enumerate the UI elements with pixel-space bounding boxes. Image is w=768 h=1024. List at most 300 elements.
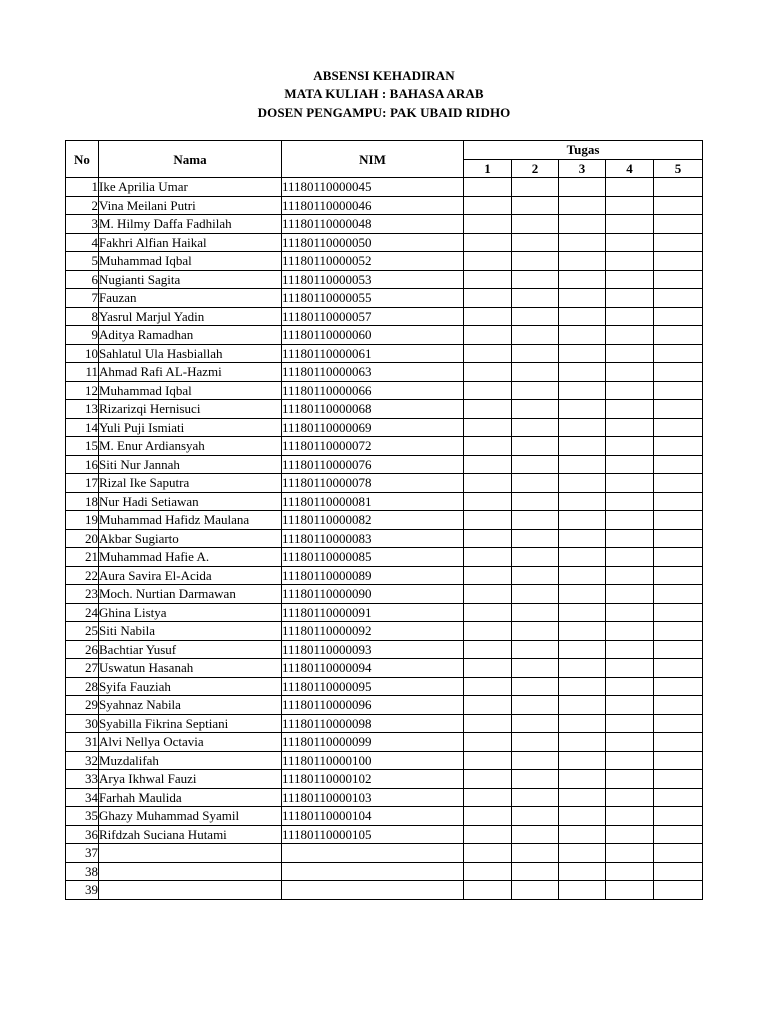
student-nim: 11180110000078 — [282, 474, 464, 493]
tugas-cell-4 — [606, 344, 654, 363]
tugas-cell-2 — [512, 326, 559, 345]
tugas-cell-1 — [464, 252, 512, 271]
student-name: Fauzan — [99, 289, 282, 308]
student-nim: 11180110000092 — [282, 622, 464, 641]
tugas-cell-1 — [464, 437, 512, 456]
tugas-cell-3 — [559, 862, 606, 881]
student-nim: 11180110000102 — [282, 770, 464, 789]
tugas-cell-2 — [512, 548, 559, 567]
student-name: Ghina Listya — [99, 603, 282, 622]
student-nim — [282, 881, 464, 900]
table-row — [66, 585, 703, 604]
tugas-cell-4 — [606, 714, 654, 733]
student-nim: 11180110000060 — [282, 326, 464, 345]
table-row — [66, 714, 703, 733]
tugas-cell-3 — [559, 844, 606, 863]
tugas-cell-4 — [606, 659, 654, 678]
row-number: 27 — [66, 659, 99, 678]
student-nim: 11180110000053 — [282, 270, 464, 289]
student-nim: 11180110000063 — [282, 363, 464, 382]
course-name: MATA KULIAH : BAHASA ARAB — [284, 86, 484, 101]
tugas-cell-3 — [559, 363, 606, 382]
row-number: 6 — [66, 270, 99, 289]
tugas-cell-5 — [654, 326, 703, 345]
tugas-cell-4 — [606, 825, 654, 844]
table-row — [66, 603, 703, 622]
tugas-cell-2 — [512, 622, 559, 641]
student-name: M. Hilmy Daffa Fadhilah — [99, 215, 282, 234]
tugas-cell-3 — [559, 289, 606, 308]
tugas-cell-5 — [654, 511, 703, 530]
document-title: ABSENSI KEHADIRAN — [313, 68, 455, 83]
attendance-table — [65, 140, 703, 900]
tugas-cell-4 — [606, 437, 654, 456]
table-row — [66, 751, 703, 770]
row-number: 22 — [66, 566, 99, 585]
tugas-cell-4 — [606, 178, 654, 197]
student-name — [99, 881, 282, 900]
row-number: 11 — [66, 363, 99, 382]
tugas-cell-4 — [606, 733, 654, 752]
tugas-cell-2 — [512, 566, 559, 585]
tugas-cell-5 — [654, 881, 703, 900]
student-nim: 11180110000090 — [282, 585, 464, 604]
table-row — [66, 344, 703, 363]
student-name: Syabilla Fikrina Septiani — [99, 714, 282, 733]
student-name: Syahnaz Nabila — [99, 696, 282, 715]
tugas-cell-4 — [606, 770, 654, 789]
table-row — [66, 770, 703, 789]
tugas-cell-2 — [512, 677, 559, 696]
row-number: 2 — [66, 196, 99, 215]
student-name: Rifdzah Suciana Hutami — [99, 825, 282, 844]
tugas-cell-4 — [606, 474, 654, 493]
tugas-cell-4 — [606, 455, 654, 474]
student-name: Yuli Puji Ismiati — [99, 418, 282, 437]
student-nim: 11180110000055 — [282, 289, 464, 308]
tugas-cell-1 — [464, 566, 512, 585]
tugas-cell-2 — [512, 529, 559, 548]
student-name: Syifa Fauziah — [99, 677, 282, 696]
tugas-cell-1 — [464, 233, 512, 252]
tugas-cell-3 — [559, 418, 606, 437]
lecturer-name: DOSEN PENGAMPU: PAK UBAID RIDHO — [257, 105, 511, 120]
student-name — [99, 862, 282, 881]
tugas-cell-5 — [654, 270, 703, 289]
tugas-cell-5 — [654, 603, 703, 622]
tugas-cell-1 — [464, 344, 512, 363]
tugas-cell-5 — [654, 307, 703, 326]
tugas-cell-2 — [512, 751, 559, 770]
table-row — [66, 178, 703, 197]
table-row — [66, 807, 703, 826]
student-name: Farhah Maulida — [99, 788, 282, 807]
tugas-cell-2 — [512, 714, 559, 733]
tugas-cell-5 — [654, 381, 703, 400]
tugas-cell-3 — [559, 196, 606, 215]
tugas-cell-3 — [559, 733, 606, 752]
table-row — [66, 252, 703, 271]
student-name: Rizal Ike Saputra — [99, 474, 282, 493]
student-name: Yasrul Marjul Yadin — [99, 307, 282, 326]
row-number: 39 — [66, 881, 99, 900]
tugas-cell-3 — [559, 751, 606, 770]
tugas-cell-5 — [654, 751, 703, 770]
student-name: Nugianti Sagita — [99, 270, 282, 289]
table-row — [66, 844, 703, 863]
header-tugas-1: 1 — [464, 159, 512, 178]
student-name: Sahlatul Ula Hasbiallah — [99, 344, 282, 363]
header-tugas: Tugas — [464, 141, 703, 160]
tugas-cell-2 — [512, 252, 559, 271]
tugas-cell-1 — [464, 807, 512, 826]
student-name: Muhammad Iqbal — [99, 381, 282, 400]
student-name: Rizarizqi Hernisuci — [99, 400, 282, 419]
student-name: Alvi Nellya Octavia — [99, 733, 282, 752]
tugas-cell-4 — [606, 622, 654, 641]
tugas-cell-4 — [606, 252, 654, 271]
tugas-cell-1 — [464, 178, 512, 197]
tugas-cell-5 — [654, 640, 703, 659]
row-number: 16 — [66, 455, 99, 474]
tugas-cell-1 — [464, 696, 512, 715]
tugas-cell-3 — [559, 696, 606, 715]
row-number: 33 — [66, 770, 99, 789]
row-number: 13 — [66, 400, 99, 419]
tugas-cell-2 — [512, 492, 559, 511]
header-no: No — [66, 141, 99, 178]
row-number: 21 — [66, 548, 99, 567]
tugas-cell-2 — [512, 307, 559, 326]
tugas-cell-5 — [654, 566, 703, 585]
tugas-cell-1 — [464, 492, 512, 511]
row-number: 30 — [66, 714, 99, 733]
tugas-cell-2 — [512, 733, 559, 752]
tugas-cell-3 — [559, 585, 606, 604]
tugas-cell-3 — [559, 603, 606, 622]
header-nim: NIM — [282, 141, 464, 178]
row-number: 5 — [66, 252, 99, 271]
row-number: 26 — [66, 640, 99, 659]
tugas-cell-5 — [654, 770, 703, 789]
student-nim: 11180110000082 — [282, 511, 464, 530]
tugas-cell-1 — [464, 326, 512, 345]
tugas-cell-3 — [559, 788, 606, 807]
tugas-cell-4 — [606, 751, 654, 770]
tugas-cell-4 — [606, 511, 654, 530]
student-nim: 11180110000057 — [282, 307, 464, 326]
tugas-cell-5 — [654, 455, 703, 474]
student-name: Muhammad Hafidz Maulana — [99, 511, 282, 530]
row-number: 36 — [66, 825, 99, 844]
tugas-cell-5 — [654, 252, 703, 271]
tugas-cell-1 — [464, 659, 512, 678]
row-number: 7 — [66, 289, 99, 308]
student-nim: 11180110000085 — [282, 548, 464, 567]
tugas-cell-5 — [654, 529, 703, 548]
tugas-cell-2 — [512, 585, 559, 604]
student-nim: 11180110000072 — [282, 437, 464, 456]
row-number: 29 — [66, 696, 99, 715]
tugas-cell-5 — [654, 418, 703, 437]
table-row — [66, 233, 703, 252]
tugas-cell-5 — [654, 548, 703, 567]
tugas-cell-2 — [512, 881, 559, 900]
row-number: 4 — [66, 233, 99, 252]
student-nim: 11180110000068 — [282, 400, 464, 419]
tugas-cell-1 — [464, 307, 512, 326]
tugas-cell-2 — [512, 844, 559, 863]
student-name: Muhammad Hafie A. — [99, 548, 282, 567]
tugas-cell-4 — [606, 807, 654, 826]
student-name: Muhammad Iqbal — [99, 252, 282, 271]
tugas-cell-4 — [606, 307, 654, 326]
tugas-cell-5 — [654, 344, 703, 363]
tugas-cell-3 — [559, 511, 606, 530]
tugas-cell-4 — [606, 677, 654, 696]
row-number: 10 — [66, 344, 99, 363]
tugas-cell-3 — [559, 529, 606, 548]
tugas-cell-3 — [559, 659, 606, 678]
tugas-cell-4 — [606, 418, 654, 437]
student-name: Ike Aprilia Umar — [99, 178, 282, 197]
tugas-cell-4 — [606, 566, 654, 585]
table-row — [66, 307, 703, 326]
tugas-cell-2 — [512, 381, 559, 400]
row-number: 25 — [66, 622, 99, 641]
tugas-cell-1 — [464, 585, 512, 604]
header-nama: Nama — [99, 141, 282, 178]
tugas-cell-2 — [512, 178, 559, 197]
tugas-cell-1 — [464, 381, 512, 400]
table-row — [66, 492, 703, 511]
tugas-cell-3 — [559, 344, 606, 363]
student-nim: 11180110000048 — [282, 215, 464, 234]
row-number: 24 — [66, 603, 99, 622]
tugas-cell-2 — [512, 659, 559, 678]
student-nim: 11180110000089 — [282, 566, 464, 585]
student-name: Fakhri Alfian Haikal — [99, 233, 282, 252]
student-nim: 11180110000045 — [282, 178, 464, 197]
tugas-cell-2 — [512, 640, 559, 659]
student-nim: 11180110000098 — [282, 714, 464, 733]
tugas-cell-1 — [464, 862, 512, 881]
row-number: 34 — [66, 788, 99, 807]
tugas-cell-5 — [654, 215, 703, 234]
student-nim: 11180110000091 — [282, 603, 464, 622]
row-number: 12 — [66, 381, 99, 400]
tugas-cell-1 — [464, 455, 512, 474]
tugas-cell-1 — [464, 714, 512, 733]
tugas-cell-4 — [606, 585, 654, 604]
tugas-cell-2 — [512, 603, 559, 622]
table-row — [66, 289, 703, 308]
tugas-cell-1 — [464, 677, 512, 696]
tugas-cell-4 — [606, 289, 654, 308]
row-number: 23 — [66, 585, 99, 604]
tugas-cell-3 — [559, 233, 606, 252]
tugas-cell-1 — [464, 270, 512, 289]
student-nim: 11180110000100 — [282, 751, 464, 770]
tugas-cell-1 — [464, 474, 512, 493]
tugas-cell-4 — [606, 196, 654, 215]
tugas-cell-3 — [559, 381, 606, 400]
tugas-cell-5 — [654, 844, 703, 863]
tugas-cell-5 — [654, 289, 703, 308]
tugas-cell-1 — [464, 400, 512, 419]
header-tugas-4: 4 — [606, 159, 654, 178]
tugas-cell-1 — [464, 844, 512, 863]
table-row — [66, 437, 703, 456]
student-name: Siti Nabila — [99, 622, 282, 641]
tugas-cell-5 — [654, 696, 703, 715]
table-row — [66, 529, 703, 548]
tugas-cell-5 — [654, 862, 703, 881]
table-row — [66, 696, 703, 715]
table-row — [66, 548, 703, 567]
tugas-cell-3 — [559, 455, 606, 474]
student-nim: 11180110000093 — [282, 640, 464, 659]
tugas-cell-5 — [654, 659, 703, 678]
tugas-cell-4 — [606, 492, 654, 511]
row-number: 18 — [66, 492, 99, 511]
student-name: Aura Savira El-Acida — [99, 566, 282, 585]
tugas-cell-1 — [464, 363, 512, 382]
tugas-cell-3 — [559, 252, 606, 271]
tugas-cell-2 — [512, 474, 559, 493]
student-nim: 11180110000081 — [282, 492, 464, 511]
tugas-cell-2 — [512, 825, 559, 844]
tugas-cell-5 — [654, 714, 703, 733]
student-nim: 11180110000066 — [282, 381, 464, 400]
table-row — [66, 418, 703, 437]
row-number: 28 — [66, 677, 99, 696]
tugas-cell-4 — [606, 603, 654, 622]
tugas-cell-2 — [512, 862, 559, 881]
tugas-cell-3 — [559, 714, 606, 733]
tugas-cell-4 — [606, 640, 654, 659]
tugas-cell-3 — [559, 326, 606, 345]
tugas-cell-2 — [512, 696, 559, 715]
student-name: Moch. Nurtian Darmawan — [99, 585, 282, 604]
tugas-cell-4 — [606, 233, 654, 252]
student-nim: 11180110000099 — [282, 733, 464, 752]
student-name: Vina Meilani Putri — [99, 196, 282, 215]
tugas-cell-3 — [559, 548, 606, 567]
table-row — [66, 622, 703, 641]
tugas-cell-1 — [464, 418, 512, 437]
tugas-cell-3 — [559, 677, 606, 696]
tugas-cell-1 — [464, 289, 512, 308]
tugas-cell-5 — [654, 437, 703, 456]
tugas-cell-3 — [559, 881, 606, 900]
tugas-cell-1 — [464, 603, 512, 622]
tugas-cell-3 — [559, 622, 606, 641]
tugas-cell-4 — [606, 215, 654, 234]
row-number: 32 — [66, 751, 99, 770]
student-name: Nur Hadi Setiawan — [99, 492, 282, 511]
tugas-cell-1 — [464, 733, 512, 752]
student-nim — [282, 862, 464, 881]
tugas-cell-2 — [512, 807, 559, 826]
tugas-cell-2 — [512, 344, 559, 363]
table-row — [66, 381, 703, 400]
student-name: M. Enur Ardiansyah — [99, 437, 282, 456]
tugas-cell-3 — [559, 770, 606, 789]
tugas-cell-3 — [559, 307, 606, 326]
tugas-cell-2 — [512, 289, 559, 308]
table-row — [66, 659, 703, 678]
tugas-cell-4 — [606, 529, 654, 548]
tugas-cell-1 — [464, 511, 512, 530]
header-tugas-3: 3 — [559, 159, 606, 178]
table-row — [66, 196, 703, 215]
tugas-cell-3 — [559, 566, 606, 585]
table-row — [66, 215, 703, 234]
student-nim: 11180110000103 — [282, 788, 464, 807]
tugas-cell-2 — [512, 788, 559, 807]
tugas-cell-3 — [559, 640, 606, 659]
student-name: Ahmad Rafi AL-Hazmi — [99, 363, 282, 382]
tugas-cell-2 — [512, 215, 559, 234]
tugas-cell-1 — [464, 751, 512, 770]
tugas-cell-2 — [512, 270, 559, 289]
student-nim: 11180110000052 — [282, 252, 464, 271]
tugas-cell-5 — [654, 788, 703, 807]
student-name: Bachtiar Yusuf — [99, 640, 282, 659]
tugas-cell-1 — [464, 196, 512, 215]
tugas-cell-3 — [559, 178, 606, 197]
tugas-cell-4 — [606, 548, 654, 567]
tugas-cell-5 — [654, 677, 703, 696]
student-nim — [282, 844, 464, 863]
tugas-cell-5 — [654, 196, 703, 215]
tugas-cell-3 — [559, 437, 606, 456]
tugas-cell-2 — [512, 418, 559, 437]
tugas-cell-5 — [654, 807, 703, 826]
row-number: 35 — [66, 807, 99, 826]
table-row — [66, 640, 703, 659]
row-number: 8 — [66, 307, 99, 326]
tugas-cell-5 — [654, 492, 703, 511]
tugas-cell-5 — [654, 233, 703, 252]
tugas-cell-2 — [512, 363, 559, 382]
student-name: Akbar Sugiarto — [99, 529, 282, 548]
tugas-cell-5 — [654, 585, 703, 604]
tugas-cell-4 — [606, 696, 654, 715]
tugas-cell-4 — [606, 326, 654, 345]
header-tugas-5: 5 — [654, 159, 703, 178]
table-row — [66, 881, 703, 900]
tugas-cell-3 — [559, 492, 606, 511]
table-row — [66, 511, 703, 530]
tugas-cell-4 — [606, 788, 654, 807]
tugas-cell-5 — [654, 474, 703, 493]
student-name — [99, 844, 282, 863]
tugas-cell-1 — [464, 215, 512, 234]
tugas-cell-3 — [559, 215, 606, 234]
tugas-cell-2 — [512, 233, 559, 252]
tugas-cell-4 — [606, 270, 654, 289]
tugas-cell-3 — [559, 825, 606, 844]
row-number: 38 — [66, 862, 99, 881]
table-body — [66, 178, 703, 900]
tugas-cell-5 — [654, 363, 703, 382]
tugas-cell-1 — [464, 881, 512, 900]
student-nim: 11180110000050 — [282, 233, 464, 252]
tugas-cell-5 — [654, 178, 703, 197]
student-nim: 11180110000095 — [282, 677, 464, 696]
